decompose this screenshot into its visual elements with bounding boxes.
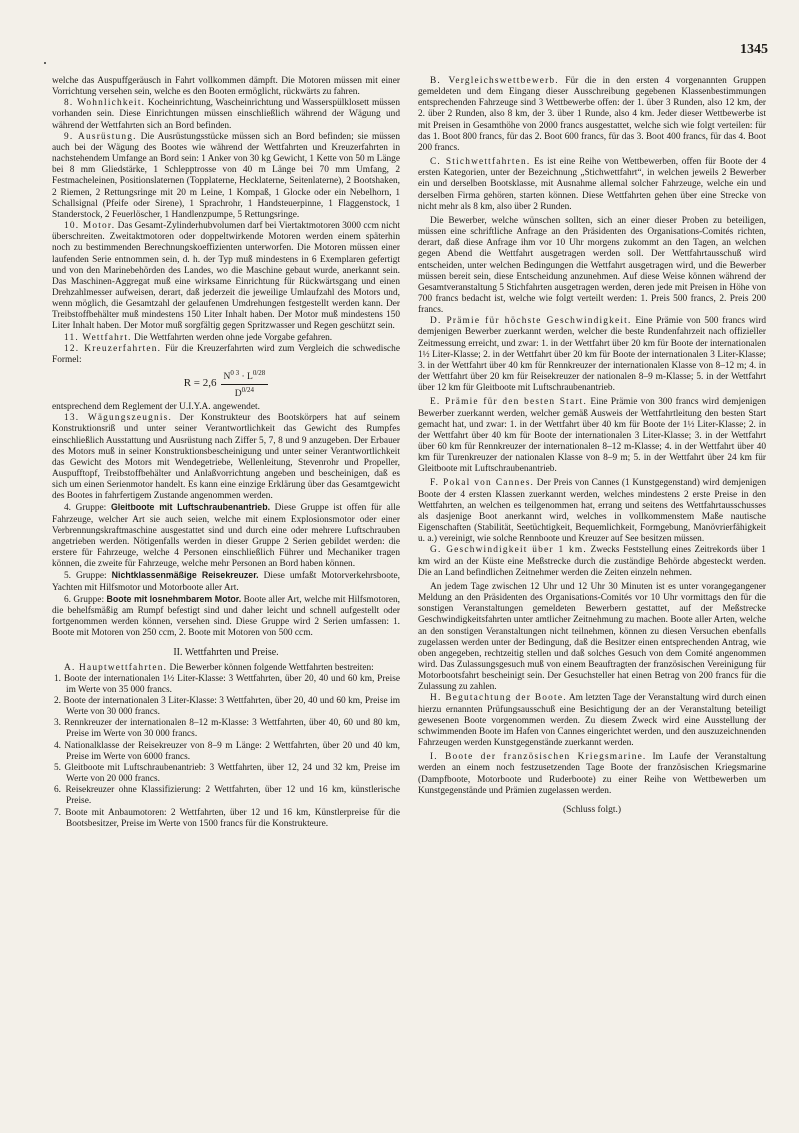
- section-heading: II. Wettfahrten und Preise.: [173, 647, 279, 659]
- group-label: 5. Gruppe:: [64, 571, 107, 582]
- paragraph: An jedem Tage zwischen 12 Uhr und 12 Uhr 30 Minuten ist es unter vorangegangener Meldung an den Präsidenten des Organisations-Comités vor 10 Uhr vormittags den für die sonstigen Veranstaltungen gemeldeten Bewerbern gestattet, auf der Meßstrecke Geschwindigkeitsfahrten unter amtlicher Zeitnehmung zu machen. Boote aller Arten, welche an den sonstigen Veranstaltungen nicht teilnehmen, können zu diesen Versuchen ebenfalls zugelassen werden unter der Bedingung, daß die Besitzer einen entsprechenden Antrag, wie oben angegeben, rechtzeitig stellen und daß solches Gesuch von dem Comité angenommen wird. Das Zulassungsgesuch muß von einem Beauftragten der französischen Vereinigung für Motorbootsfahrt bescheinigt sein. Der Gesuchsteller hat einen Betrag von 200 francs für die Zulassung zu zahlen.: [418, 581, 766, 693]
- paragraph: welche das Auspuffgeräusch in Fahrt vollkommen dämpft. Die Motoren müssen mit einer Vorrichtung versehen sein, welche es den Booten ermöglicht, rückwärts zu fahren.: [52, 76, 400, 98]
- paragraph-motor: [52, 221, 400, 333]
- paragraph-ausruestung: [52, 132, 400, 221]
- section-title: C. Stichwettfahrten.: [430, 157, 531, 168]
- paragraph-text: Für die Kreuzerfahrten wird zum Vergleich die schwedische Formel:: [52, 343, 400, 365]
- list-item: 4. Nationalklasse der Reisekreuzer von 8–9 m Länge: 2 Wettfahrten, über 20 und 40 km, Preise im Werte von 6000 francs.: [54, 740, 400, 762]
- formula-d: D: [234, 388, 242, 399]
- paragraph-hauptwettfahrten: [52, 663, 400, 674]
- formula-d-exp: 0/24: [241, 385, 255, 394]
- paragraph-praemie-start: [418, 397, 766, 475]
- list-item: 7. Boote mit Anbaumotoren: 2 Wettfahrten, über 12 und 16 km, Künstlerpreise für die Bootsbesitzer, Preise im Werte von 1500 francs für die Konstrukteure.: [54, 807, 400, 829]
- paragraph-wettfahrt: [52, 333, 400, 344]
- group-name: Nichtklassenmäßige Reisekreuzer.: [111, 570, 259, 581]
- paragraph-kriegsmarine: [418, 752, 766, 797]
- section-title: H. Begutachtung der Boote.: [430, 693, 567, 704]
- paragraph-wohnlichkeit: [52, 98, 400, 131]
- group-name: Gleitboote mit Luftschraubenantrieb.: [110, 502, 271, 513]
- section-title: 9. Ausrüstung.: [64, 131, 137, 142]
- section-title: F. Pokal von Cannes.: [430, 478, 535, 489]
- paragraph-gruppe-5: [52, 570, 400, 593]
- paragraph-text: Eine Prämie von 500 francs wird demjenigen Bewerber zuerkannt werden, welcher die beste Rundenfahrzeit nach offizieller Zeitmessung erreicht, und zwar: 1. in der Wettfahrt über 20 km für Boote der internationalen 1½ Liter-Klasse; 2. in der Wettfahrt über 20 km für Boote der internationalen 3 Liter-Klasse; 3. in der Wettfahrt über 40 km für Rennkreuzer der internationalen Klasse von 8–12 m; 4. in der Wettfahrt über 20 km für Reisekreuzer der nationalen 8–9 m-Klasse; 5. in der Wettfahrt über 12 km für Gleitboote mit Luftschraubenantrieb.: [418, 316, 766, 394]
- list-item: 1. Boote der internationalen 1½ Liter-Klasse: 3 Wettfahrten, über 20, 40 und 60 km, Preise im Werte von 35 000 francs.: [54, 673, 400, 695]
- formula-numerator: [221, 368, 269, 384]
- section-title: B. Vergleichswettbewerb.: [430, 76, 559, 86]
- paragraph-stichwettfahrten: [418, 157, 766, 213]
- paragraph-text: Diese umfaßt Motorverkehrsboote, Yachten mit Hilfsmotor und Motorboote aller Art.: [52, 571, 400, 593]
- paragraph-text: Kocheinrichtung, Wascheinrichtung und Wasserspülklosett müssen vorhanden sein. Diese Einrichtungen müssen einschließlich während der Wägung und während der Wettfahrten sich an Bord befinden.: [52, 98, 400, 131]
- section-title: 13. Wägungszeugnis.: [64, 413, 172, 424]
- formula-denominator: [232, 385, 257, 400]
- list-item: 5. Gleitboote mit Luftschraubenantrieb: 3 Wettfahrten, über 12, 24 und 32 km, Preise im Werte von 20 000 francs.: [54, 762, 400, 785]
- group-name: Boote mit losnehmbarem Motor.: [106, 593, 242, 604]
- paragraph-kreuzerfahrten: [52, 344, 400, 366]
- paragraph-pokal-cannes: [418, 478, 766, 545]
- formula-n: N: [223, 372, 231, 383]
- paragraph-text: Für die in den ersten 4 vorgenannten Gruppen gemeldeten und dem Eingang dieser Ausschreibung gegebenen Klassenbestimmungen entsprechenden Fahrzeuge sind 3 Wettbewerbe offen: der 1. über 3 Runden, also 12 km, der 2. über 2 Runden, also 8 km, der 3. über 1 Runde, also 4 km. Jeder dieser Wettbewerbe ist mit Preisen in Gesamthöhe von 2000 francs ausgestattet, welche sich wie folgt verteilen: für das 1. Boot 800 francs, für das 2. Boot 600 francs, für das 3. Boot 400 francs, für das 4. Boot 200 francs.: [418, 76, 766, 153]
- paragraph-waegungszeugnis: [52, 413, 400, 502]
- paragraph-text: Am letzten Tage der Veranstaltung wird durch einen hierzu ernannten Prüfungsausschuß eine Besichtigung der an der Veranstaltung beteiligt gewesenen Boote vorgenommen werden. Zu diesem Zweck wird eine Ausstellung der schwimmenden Boote im Hafen von Cannes eingerichtet werden, und den auszuzeichnenden Fahrzeugen werden Kunstgegenstände zuerkannt werden.: [418, 693, 766, 749]
- right-column: [418, 76, 766, 816]
- section-title: 8. Wohnlichkeit.: [64, 98, 146, 109]
- section-title: 11. Wettfahrt.: [64, 332, 132, 343]
- paragraph-text: Es ist eine Reihe von Wettbewerben, offen für Boote der 4 ersten Kategorien, unter der Bezeichnung „Stichwettfahrt“, in welchen jeweils 2 Bewerber ein und derselben Bootsklasse, mit Ausnahme allemal solcher Fahrzeuge, welche ein und derselben Firma gehören, starten können. Diese Wettfahrten gehen über eine Strecke von nicht mehr als 8 km, also über 2 Runden.: [418, 157, 766, 212]
- list-item: 3. Rennkreuzer der internationalen 8–12 m-Klasse: 3 Wettfahrten, über 40, 60 und 80 km, Preise im Werte von 30 000 francs.: [54, 718, 400, 740]
- swedish-formula: [52, 367, 400, 401]
- formula-lhs: R = 2,6: [183, 377, 217, 390]
- closing-note: (Schluss folgt.): [562, 804, 622, 815]
- paragraph-text: Die Bewerber können folgende Wettfahrten bestreiten:: [169, 662, 374, 673]
- paragraph-text: Im Laufe der Veranstaltung werden an einem noch festzusetzenden Tage Boote der französischen Kriegsmarine (Dampfboote, Motorboote und Ruderboote) zu einer Reihe von Wettbewerben um Kunstgegenstände und Prämien zugelassen werden.: [418, 752, 766, 796]
- paragraph: Die Bewerber, welche wünschen sollten, sich an einer dieser Proben zu beteiligen, müssen eine schriftliche Anfrage an den Präsidenten des Organisations-Comités richten, derart, daß diese Anfrage ihm vor 10 Uhr morgens zukommt an den Tagen, an welchen gegen Abend die Wettfahrt ausgetragen werden soll. Der Wettfahrtausschuß wird entscheiden, unter welchen Bedingungen die Wettfahrt ausgetragen wird, und die Bewerber müssen bereit sein, diese Entscheidung anzunehmen. Auf diese Weise können während der Gesamtveranstaltung 5 Stichfahrten ausgetragen werden, deren jede mit Preisen in Höhe von 700 francs bedacht ist, welche wie folgt verteilt werden: 1. Preis 500 francs, 2. Preis 200 francs.: [418, 215, 766, 316]
- paragraph-text: Eine Prämie von 300 francs wird demjenigen Bewerber zuerkannt werden, welcher gemäß Ausweis der Wettfahrtleitung den besten Start gemacht hat, und zwar: 1. in der Wettfahrt über 40 km für Boote der 1½ Liter-Klasse; 2. in der Wettfahrt über 40 km für Boote der internationalen 3 Liter-Klasse; 3. in der Wettfahrt über 60 km für Rennkreuzer der internationalen 8–12 m-Klasse; 4. in der Wettfahrt über 40 km für Turenkreuzer der nationalen Klasse von 8–9 m; 5. in der Wettfahrt über 24 km für Gleitboote mit Luftschraubenantrieb.: [418, 397, 766, 475]
- section-title: E. Prämie für den besten Start.: [430, 397, 587, 408]
- formula-l: · L: [239, 372, 253, 383]
- left-column: [52, 76, 400, 830]
- section-title: 10. Motor.: [64, 221, 116, 232]
- paragraph: entsprechend dem Reglement der U.I.Y.A. angewendet.: [52, 402, 260, 413]
- print-speck: [44, 62, 46, 64]
- section-title: I. Boote der französischen Kriegsmarine.: [430, 752, 647, 763]
- paragraph-text: Das Gesamt-Zylinderhubvolumen darf bei Viertaktmotoren 3000 ccm nicht überschreiten. Zweitaktmotoren oder doppeltwirkende Motoren werden einem späterhin noch zu bestimmenden Berechnungskoeffizienten unterworfen. Die Motoren müssen einer laufenden Serie entnommen sein, d. h. der Typ muß mindestens in 6 Exemplaren gefertigt und von den Marinebehörden des Landes, wo die Maschine gebaut wurde, anerkannt sein. Das Maschinen-Aggregat muß eine wirksame Einrichtung für Rückwärtsgang und einen Drehzahlmesser aufweisen, derart, daß jederzeit die jeweilige Umlaufzahl des Motors und, wenn möglich, die Gesamtzahl der gelaufenen Umdrehungen festgestellt werden kann. Der Treibstoffbehälter muß mindestens 150 Liter Inhalt haben. Der Motor muß mindestens 150 Liter Inhalt haben. Der Motor muß sorgfältig gegen Spritzwasser und Regen geschützt sein.: [52, 221, 400, 332]
- paragraph-geschwindigkeit-1km: [418, 545, 766, 578]
- race-list: [52, 674, 400, 830]
- list-item: 6. Reisekreuzer ohne Klassifizierung: 2 Wettfahrten, über 12 und 16 km, künstlerische Preise.: [54, 785, 400, 807]
- list-item: 2. Boote der internationalen 3 Liter-Klasse: 3 Wettfahrten, über 20, 40 und 60 km, Preise im Werte von 30 000 francs.: [54, 695, 400, 718]
- formula-n-exp: 0 3: [230, 369, 240, 378]
- paragraph-vergleichswettbewerb: [418, 76, 766, 154]
- group-label: 6. Gruppe:: [64, 594, 105, 605]
- section-title: 12. Kreuzerfahrten.: [64, 343, 162, 354]
- paragraph-gruppe-6: [52, 594, 400, 640]
- paragraph-gruppe-4: [52, 502, 400, 570]
- paragraph-text: Zwecks Feststellung eines Zeitrekords über 1 km wird an der Küste eine Meßstrecke durch die zuständige Behörde abgesteckt werden. Die an Land befindlichen Zeitnehmer werden die Zeiten einzeln nehmen.: [418, 545, 766, 578]
- paragraph-text: Der Preis von Cannes (1 Kunstgegenstand) wird demjenigen Boote der 4 ersten Klassen zuerkannt werden, welches mindestens 2 erste Preise in den Wettfahrten, an welchen es teilgenommen hat, errang und seitens des Wettfahrtausschusses als dasjenige Boot anerkannt wird, welches in vollkommenstem Maße nautische Eigenschaften (Stabilität, Seetüchtigkeit, Bequemlichkeit, Formgebung, Manövrierfähigkeit u. a.) vereinigt, wie solche Rennboote und Kreuzer auf See besitzen müssen.: [418, 478, 766, 545]
- paragraph-text: Die Ausrüstungsstücke müssen sich an Bord befinden; sie müssen auch bei der Wägung des Bootes wie während der Wettfahrten und Kreuzerfahrten in nachstehendem Umfange an Bord sein: 1 Anker von 30 kg Gewicht, 1 Kette von 50 m Länge bei 8 mm Gliedstärke, 1 Schlepptrosse von 40 m Länge bei 70 mm Umfang, 2 Festmacheleinen, Positionslaternen (Topplaterne, Hecklaterne, Seitenlaterne), 2 Bootshaken, 2 Riemen, 2 Rettungsringe mit 20 m Leine, 1 Kompaß, 1 Glocke oder ein Nebelhorn, 1 Schallsignal (Pfeife oder Sirene), 1 Sprachrohr, 1 Handsteuerpinne, 1 Flaggenstock, 1 Standerstock, 2 Feuerlöscher, 1 Handlenzpumpe, 5 Rettungsringe.: [52, 131, 400, 220]
- group-label: 4. Gruppe:: [64, 503, 107, 514]
- section-title: G. Geschwindigkeit über 1 km.: [430, 545, 587, 556]
- section-title: A. Hauptwettfahrten.: [64, 662, 168, 673]
- formula-fraction: [221, 368, 269, 400]
- paragraph-text: Der Konstrukteur des Bootskörpers hat auf seinem Konstruktionsriß und unter seiner Verantwortlichkeit das Gewicht des Rumpfes einschließlich Ausstattung und Ausrüstung nach Ziffer 5, 7, 8 und 9 anzugeben. Der Erbauer des Motors muß in seiner Konstruktionsbescheinigung und unter seiner Verantwortlichkeit das Gewicht des Motors mit Wendegetriebe, Wellenleitung, Stevenrohr und Propeller, Auspufftopf, Treibstoffbehälter und Anlaßvorrichtung angeben und bescheinigen, daß es sich um einen Serienmotor handelt. Es kann eine einzige Erklärung über das Gesamtgewicht des Bootes in fahrfertigem Zustande angenommen werden.: [52, 413, 400, 502]
- formula-l-exp: 0/28: [252, 369, 266, 378]
- section-title: D. Prämie für höchste Geschwindigkeit.: [430, 316, 632, 327]
- paragraph-begutachtung: [418, 693, 766, 749]
- paragraph-text: Boote aller Art, welche mit Hilfsmotoren, die behelfsmäßig am Rumpf befestigt sind und daher leicht und schnell aufgestellt oder fortgenommen werden können, versehen sind. Diese Gruppe wird 2 Serien umfassen: 1. Boote mit Motoren von 250 ccm, 2. Boote mit Motoren von 500 ccm.: [52, 594, 401, 639]
- paragraph-text: Die Wettfahrten werden ohne jede Vorgabe gefahren.: [134, 332, 333, 343]
- paragraph-praemie-geschwindigkeit: [418, 316, 766, 394]
- paragraph-text: Diese Gruppe ist offen für alle Fahrzeuge, welcher Art sie auch seien, welche mit einem Explosionsmotor oder einer Verbrennungskraftmaschine ausgestattet sind und durch eine oder mehrere Luftschrauben angetrieben werden. Nötigenfalls werden in dieser Gruppe 2 Serien gebildet werden: die erstere für Fahrzeuge, welche 4 Personen einschließlich Führer und Mechaniker tragen können, die zweite für Fahrzeuge, welche mehr Personen an Bord haben können.: [52, 503, 400, 570]
- page-number: 1345: [740, 42, 768, 57]
